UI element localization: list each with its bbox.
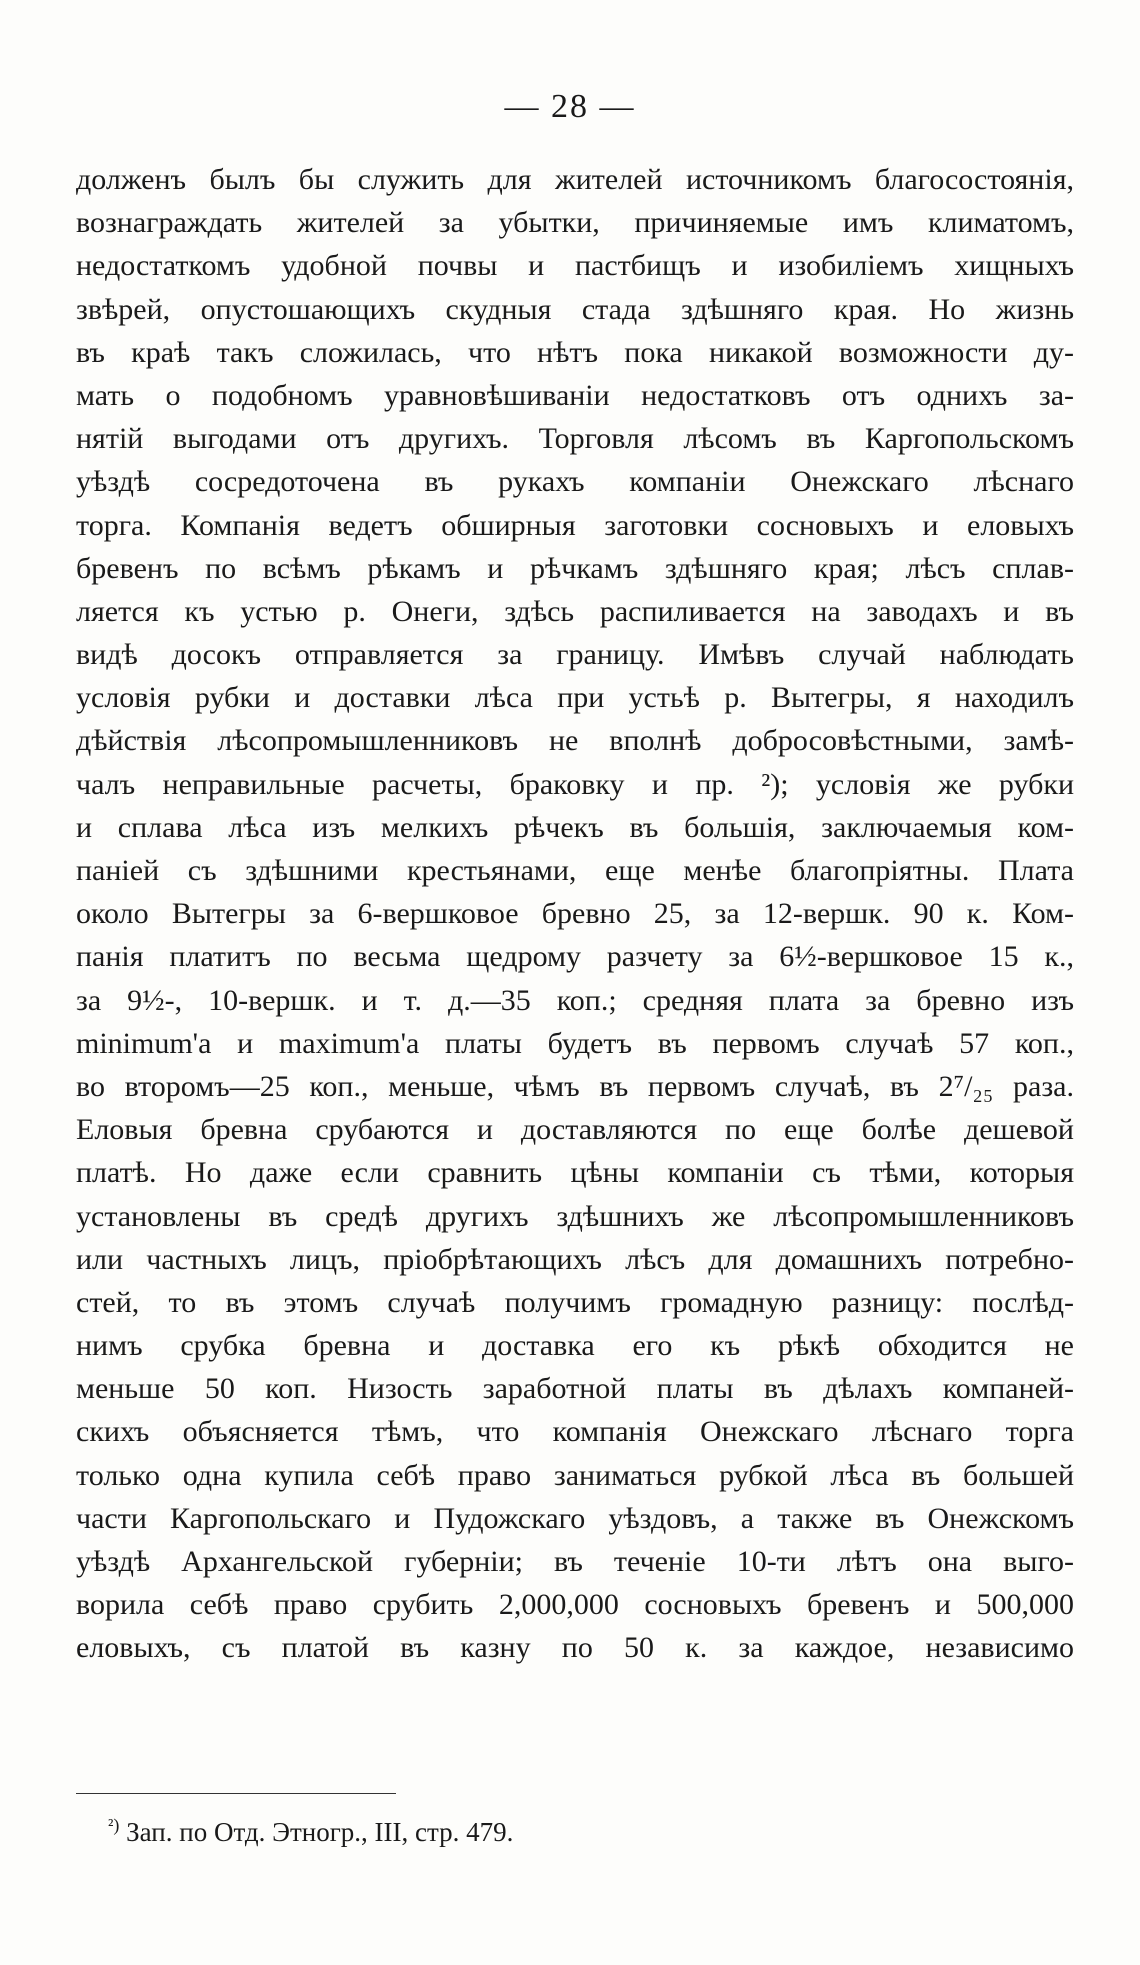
text-line: долженъ былъ бы служить для жителей источникомъ благосостоянія, — [76, 163, 1074, 196]
text-line: платѣ. Но даже если сравнить цѣны компаніи съ тѣми, которыя — [76, 1156, 1074, 1190]
text-line: торга. Компанія ведетъ обширныя заготовки сосновыхъ и еловыхъ — [76, 508, 1074, 542]
text-line: звѣрей, опустошающихъ скудныя стада здѣшняго края. Но жизнь — [76, 292, 1074, 326]
text-line: бревенъ по всѣмъ рѣкамъ и рѣчкамъ здѣшняго края; лѣсъ сплав- — [76, 551, 1074, 585]
text-line: нятій выгодами отъ другихъ. Торговля лѣсомъ въ Каргопольскомъ — [76, 422, 1074, 456]
footnote-divider — [76, 1793, 396, 1794]
text-line: еловыхъ, съ платой въ казну по 50 к. за каждое, независимо — [76, 1631, 1074, 1665]
text-line: нимъ срубка бревна и доставка его къ рѣкѣ обходится не — [76, 1329, 1074, 1363]
text-line: или частныхъ лицъ, пріобрѣтающихъ лѣсъ для домашнихъ потребно- — [76, 1242, 1074, 1276]
page-number: — 28 — — [504, 88, 636, 125]
text-line: за 9½-, 10-вершк. и т. д.—35 коп.; средняя плата за бревно изъ — [76, 983, 1074, 1017]
text-line: видѣ досокъ отправляется за границу. Имѣвъ случай наблюдать — [76, 638, 1074, 672]
text-line: ляется къ устью р. Онеги, здѣсь распиливается на заводахъ и въ — [76, 594, 1074, 628]
footnote-marker: ²) — [108, 1815, 120, 1835]
text-line: около Вытегры за 6-вершковое бревно 25, за 12-вершк. 90 к. Ком- — [76, 897, 1074, 931]
text-line: стей, то въ этомъ случаѣ получимъ громадную разницу: послѣд- — [76, 1285, 1074, 1319]
text-line: minimum'а и maximum'а платы будетъ въ первомъ случаѣ 57 коп., — [76, 1026, 1074, 1060]
text-line: чалъ неправильные расчеты, браковку и пр. ²); условія же рубки — [76, 767, 1074, 801]
text-line: условія рубки и доставки лѣса при устьѣ р. Вытегры, я находилъ — [76, 681, 1074, 715]
text-line: мать о подобномъ уравновѣшиваніи недостатковъ отъ однихъ за- — [76, 378, 1074, 412]
text-line: уѣздѣ Архангельской губерніи; въ теченіе 10-ти лѣтъ она выго- — [76, 1545, 1074, 1578]
text-line: части Каргопольскаго и Пудожскаго уѣздовъ, а также въ Онежскомъ — [76, 1501, 1074, 1535]
text-line: дѣйствія лѣсопромышленниковъ не вполнѣ добросовѣстными, замѣ- — [76, 724, 1074, 758]
text-line: и сплава лѣса изъ мелкихъ рѣчекъ въ большія, заключаемыя ком- — [76, 810, 1074, 844]
text-line: вознаграждать жителей за убытки, причиняемые имъ климатомъ, — [76, 206, 1074, 240]
text-line: установлены въ средѣ другихъ здѣшнихъ же лѣсопромышленниковъ — [76, 1199, 1074, 1233]
text-line: меньше 50 коп. Низость заработной платы въ дѣлахъ компаней- — [76, 1372, 1074, 1406]
text-line: во второмъ—25 коп., меньше, чѣмъ въ первомъ случаѣ, въ 2⁷/₂₅ раза. — [76, 1069, 1074, 1103]
footnote-text: Зап. по Отд. Этногр., III, стр. 479. — [126, 1817, 514, 1847]
text-line: только одна купила себѣ право заниматься рубкой лѣса въ большей — [76, 1458, 1074, 1492]
footnote — [108, 1812, 513, 1852]
text-line: недостаткомъ удобной почвы и пастбищъ и изобиліемъ хищныхъ — [76, 249, 1074, 283]
text-line: уѣздѣ сосредоточена въ рукахъ компаніи Онежскаго лѣснаго — [76, 465, 1074, 499]
text-line: панія платитъ по весьма щедрому разчету за 6½-вершковое 15 к., — [76, 940, 1074, 974]
text-line: скихъ объясняется тѣмъ, что компанія Онежскаго лѣснаго торга — [76, 1415, 1074, 1449]
text-line: ворила себѣ право срубить 2,000,000 сосновыхъ бревенъ и 500,000 — [76, 1588, 1074, 1622]
text-line: паніей съ здѣшними крестьянами, еще менѣе благопріятны. Плата — [76, 854, 1074, 887]
main-text — [76, 158, 1074, 1670]
text-line: Еловыя бревна срубаются и доставляются по еще болѣе дешевой — [76, 1113, 1074, 1147]
text-line: въ краѣ такъ сложилась, что нѣтъ пока никакой возможности ду- — [76, 335, 1074, 369]
